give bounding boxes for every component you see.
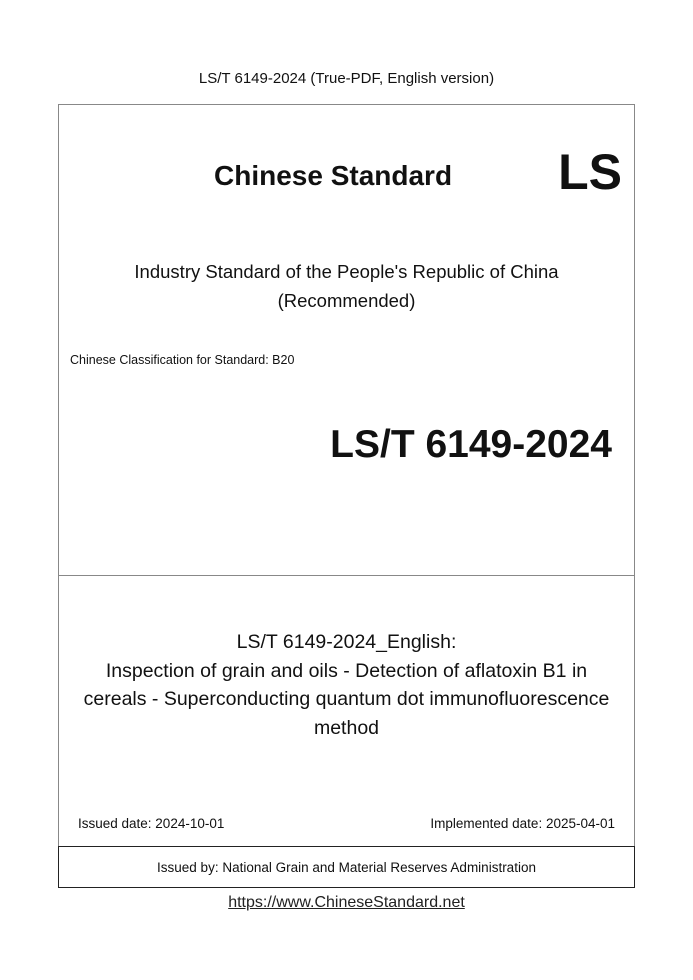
standard-number: LS/T 6149-2024 (330, 423, 612, 466)
cover-bottom-section (59, 576, 634, 846)
industry-line-2: (Recommended) (277, 290, 416, 311)
document-title (59, 628, 634, 742)
brand-title: Chinese Standard (214, 160, 453, 191)
industry-standard-label (59, 257, 634, 315)
title-line-1: LS/T 6149-2024_English: (236, 631, 457, 653)
title-line-3: cereals - Superconducting quantum dot immunofluorescence (83, 688, 610, 710)
implemented-date: Implemented date: 2025-04-01 (430, 816, 615, 831)
standard-code-prefix: LS (558, 144, 622, 200)
title-line-4: method (313, 716, 380, 739)
page-header: LS/T 6149-2024 (True-PDF, English version) (198, 70, 495, 87)
industry-line-1: Industry Standard of the People's Republic of China (134, 261, 559, 282)
title-line-2: Inspection of grain and oils - Detection of aflatoxin B1 in (105, 659, 588, 682)
cover-top-section (59, 105, 634, 576)
classification-label: Chinese Classification for Standard: B20 (70, 353, 295, 367)
issuer-box (58, 846, 635, 888)
cover-frame (58, 104, 635, 847)
website-link[interactable]: https://www.ChineseStandard.net (228, 894, 465, 911)
issued-date: Issued date: 2024-10-01 (78, 816, 225, 831)
issuer-label: Issued by: National Grain and Material Reserves Administration (157, 859, 536, 875)
dates-row (78, 816, 615, 831)
